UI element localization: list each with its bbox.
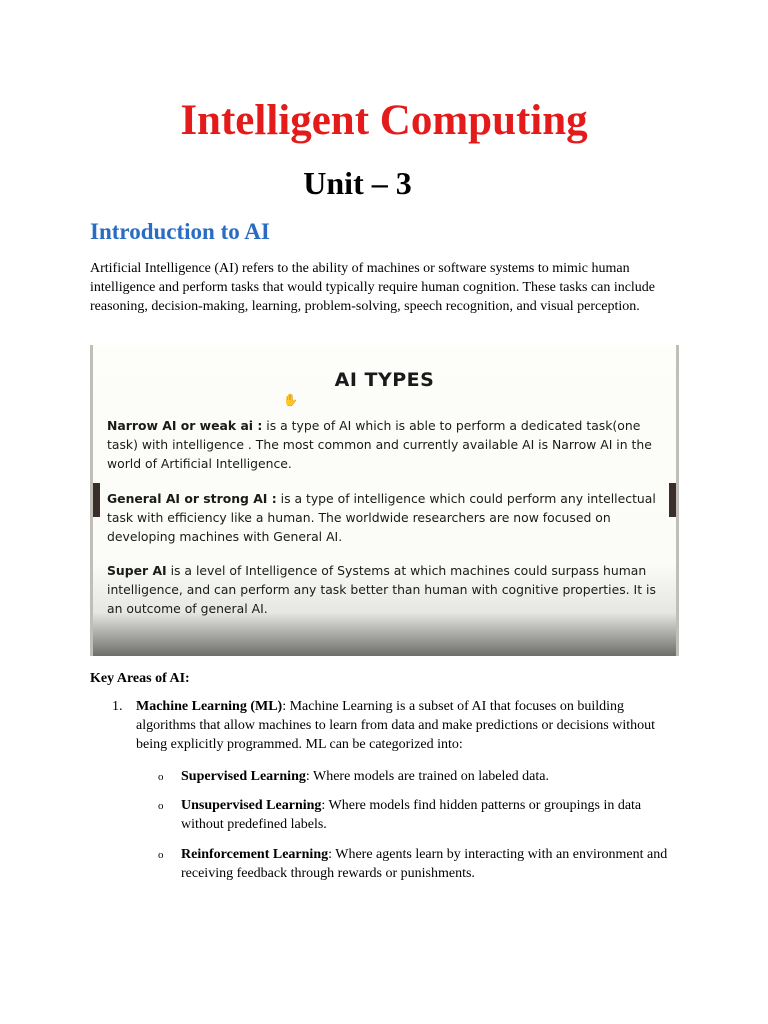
bullet-icon: o <box>158 800 164 812</box>
ai-type-description: is a type of AI which is able to perform a dedicated task(one task) with intelligence . The most common and currently available AI is Narrow AI in the world of Artificial Intelligence. <box>107 418 652 471</box>
bullet-icon: o <box>158 771 164 783</box>
sub-item-term: Unsupervised Learning <box>181 798 322 813</box>
sub-item-text <box>181 767 686 786</box>
list-item-text <box>136 697 670 754</box>
sub-item-term: Reinforcement Learning <box>181 847 329 862</box>
unit-title: Unit – 3 <box>303 165 412 201</box>
key-areas-heading: Key Areas of AI: <box>90 671 190 686</box>
figure-side-tab-right <box>669 483 679 517</box>
ai-type-super <box>107 561 667 618</box>
sub-item-term: Supervised Learning <box>181 769 306 784</box>
ai-type-term: General AI or strong AI : <box>107 491 277 506</box>
ai-type-narrow <box>107 416 667 473</box>
ai-type-general <box>107 489 667 546</box>
sub-item-text <box>181 796 686 834</box>
list-item-term: Machine Learning (ML) <box>136 699 283 714</box>
figure-side-tab-left <box>90 483 100 517</box>
intro-paragraph: Artificial Intelligence (AI) refers to the ability of machines or software systems to mimic human intelligence and perform tasks that would typically require human cognition. These tasks can include reasoning, decision-making, learning, problem-solving, speech recognition, and visual perception. <box>90 261 656 314</box>
ai-type-description: is a level of Intelligence of Systems at which machines could surpass human intelligence, and can perform any task better than human with cognitive properties. It is an outcome of general AI. <box>107 563 656 616</box>
list-item-description: : Machine Learning is a subset of AI that focuses on building algorithms that allow machines to learn from data and make predictions or decisions without being explicitly programmed. ML can be categorized into: <box>136 699 656 752</box>
ai-types-figure <box>90 345 679 656</box>
ai-type-description: is a type of intelligence which could perform any intellectual task with efficiency like a human. The worldwide researchers are now focused on developing machines with General AI. <box>107 491 656 544</box>
sub-item-text <box>181 845 686 883</box>
ai-type-term: Narrow AI or weak ai : <box>107 418 263 433</box>
figure-title: AI TYPES <box>334 369 435 391</box>
ai-type-term: Super AI <box>107 563 167 578</box>
sub-item-description: : Where models are trained on labeled data. <box>305 769 549 784</box>
list-number: 1. <box>112 699 123 714</box>
bullet-icon: o <box>158 849 164 861</box>
page-title: Intelligent Computing <box>180 97 588 144</box>
sub-item-description: : Where agents learn by interacting with an environment and receiving feedback through rewards or punishments. <box>181 847 668 881</box>
sub-item-description: : Where models find hidden patterns or groupings in data without predefined labels. <box>181 798 642 832</box>
section-heading: Introduction to AI <box>90 219 270 244</box>
hand-pointer-icon: ✋ <box>283 393 298 407</box>
